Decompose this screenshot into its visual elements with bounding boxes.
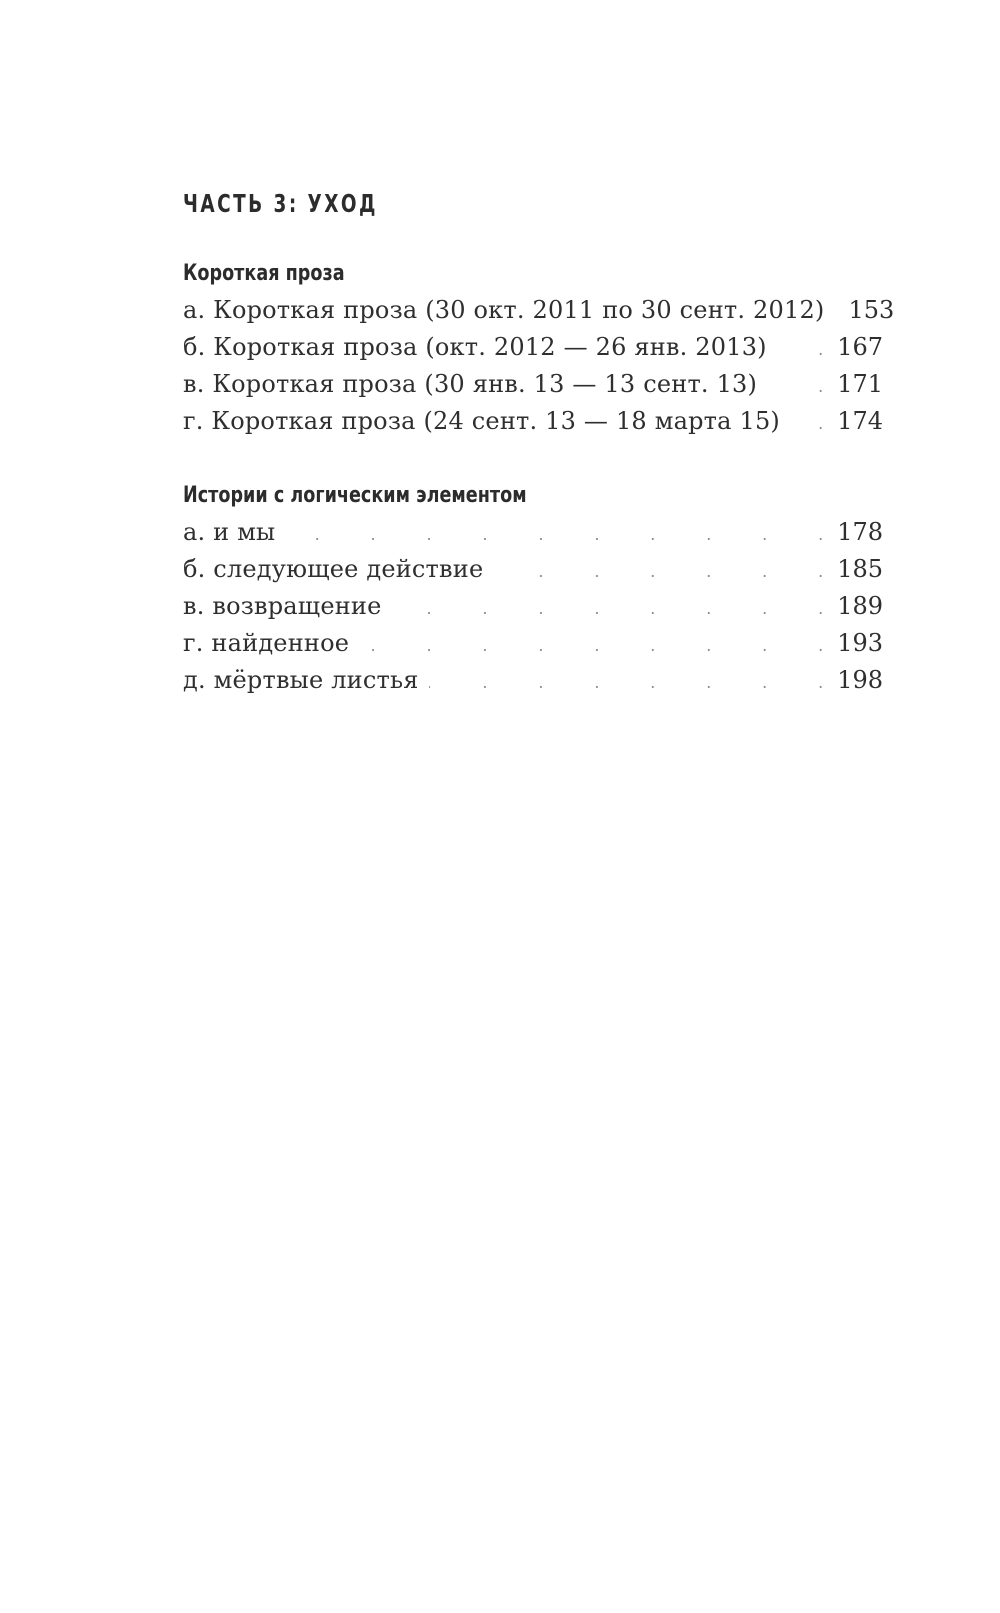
toc-entry-label: в. Короткая проза (30 янв. 13 — 13 сент. 13) [183, 370, 758, 398]
dot-leader [392, 590, 824, 627]
toc-entry[interactable] [183, 625, 883, 662]
toc-entry[interactable] [183, 551, 883, 588]
dot-leader [777, 331, 823, 368]
toc-entry-page: 171 [837, 370, 883, 398]
toc-entry-label: в. возвращение [183, 592, 382, 620]
toc-entry[interactable] [183, 514, 883, 551]
part-title: ЧАСТЬ 3: УХОД [183, 189, 378, 218]
dot-leader [767, 368, 823, 405]
toc-entry-page: 178 [837, 518, 883, 546]
section-short-prose [183, 256, 895, 440]
toc-entry-label: а. и мы [183, 518, 276, 546]
toc-entry[interactable] [183, 329, 883, 366]
dot-leader [429, 664, 824, 701]
toc-entry-page: 198 [837, 666, 883, 694]
toc-entry-page: 189 [837, 592, 883, 620]
toc-entry-label: а. Короткая проза (30 окт. 2011 по 30 сент. 2012) [183, 296, 825, 324]
toc-entry-label: д. мёртвые листья [183, 666, 419, 694]
toc-entry[interactable] [183, 366, 883, 403]
toc-entry-page: 167 [837, 333, 883, 361]
dot-leader [493, 553, 823, 590]
toc-entry-label: б. Короткая проза (окт. 2012 — 26 янв. 2013) [183, 333, 767, 361]
toc-entry[interactable] [183, 292, 895, 329]
toc-entry-page: 185 [837, 555, 883, 583]
toc-entry[interactable] [183, 403, 883, 440]
table-of-contents [183, 186, 895, 699]
toc-entry-page: 153 [848, 296, 895, 324]
toc-entry-label: г. найденное [183, 629, 350, 657]
section-logic-stories [183, 478, 883, 699]
toc-entry[interactable] [183, 588, 883, 625]
section-title: Истории с логическим элементом [183, 483, 527, 508]
toc-entry-page: 193 [837, 629, 883, 657]
section-title: Короткая проза [183, 261, 345, 286]
toc-entry-label: г. Короткая проза (24 сент. 13 — 18 марта 15) [183, 407, 780, 435]
toc-entry[interactable] [183, 662, 883, 699]
toc-entry-page: 174 [837, 407, 883, 435]
dot-leader [285, 516, 823, 553]
dot-leader [790, 405, 823, 442]
toc-entry-label: б. следующее действие [183, 555, 484, 583]
dot-leader [359, 627, 823, 664]
